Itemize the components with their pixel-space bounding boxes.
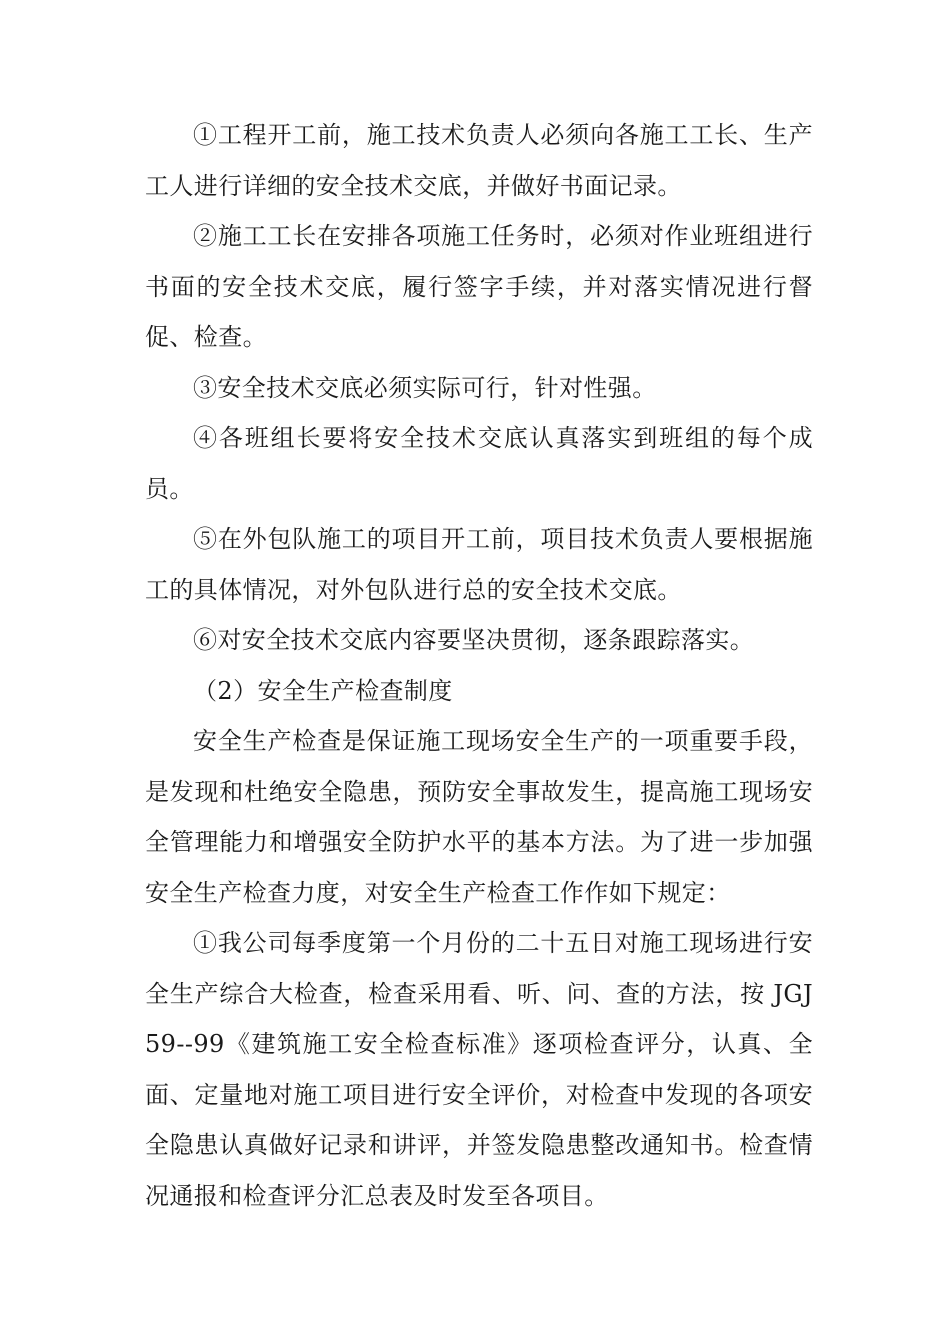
section-intro-paragraph: 安全生产检查是保证施工现场安全生产的一项重要手段，是发现和杜绝安全隐患，预防安全事故发生，提高施工现场安全管理能力和增强安全防护水平的基本方法。为了进一步加强安全生产检查力度，对安全生产检查工作作如下规定：	[145, 727, 813, 907]
paragraph-item-3: ③安全技术交底必须实际可行，针对性强。	[193, 373, 657, 402]
paragraph-item-6: ⑥对安全技术交底内容要坚决贯彻，逐条跟踪落实。	[193, 626, 755, 654]
section-heading: （2）安全生产检查制度	[193, 676, 453, 705]
section-rule-paragraph-1: ①我公司每季度第一个月份的二十五日对施工现场进行安全生产综合大检查，检查采用看、听、问、查的方法，按 JGJ59--99《建筑施工安全检查标准》逐项检查评分，认真、全面、定量地对施工项目进行安全评价，对检查中发现的各项安全隐患认真做好记录和讲评，并签发隐患整改通知书。检查情况通报和检查评分汇总表及时发至各项目。	[145, 929, 813, 1210]
paragraph-item-1: ①工程开工前，施工技术负责人必须向各施工工长、生产工人进行详细的安全技术交底，并做好书面记录。	[145, 121, 813, 200]
document-body	[145, 110, 813, 1221]
paragraph-item-2: ②施工工长在安排各项施工任务时，必须对作业班组进行书面的安全技术交底，履行签字手续，并对落实情况进行督促、检查。	[145, 222, 813, 351]
paragraph-item-4: ④各班组长要将安全技术交底认真落实到班组的每个成员。	[145, 424, 813, 503]
paragraph-item-5: ⑤在外包队施工的项目开工前，项目技术负责人要根据施工的具体情况，对外包队进行总的安全技术交底。	[145, 525, 813, 604]
